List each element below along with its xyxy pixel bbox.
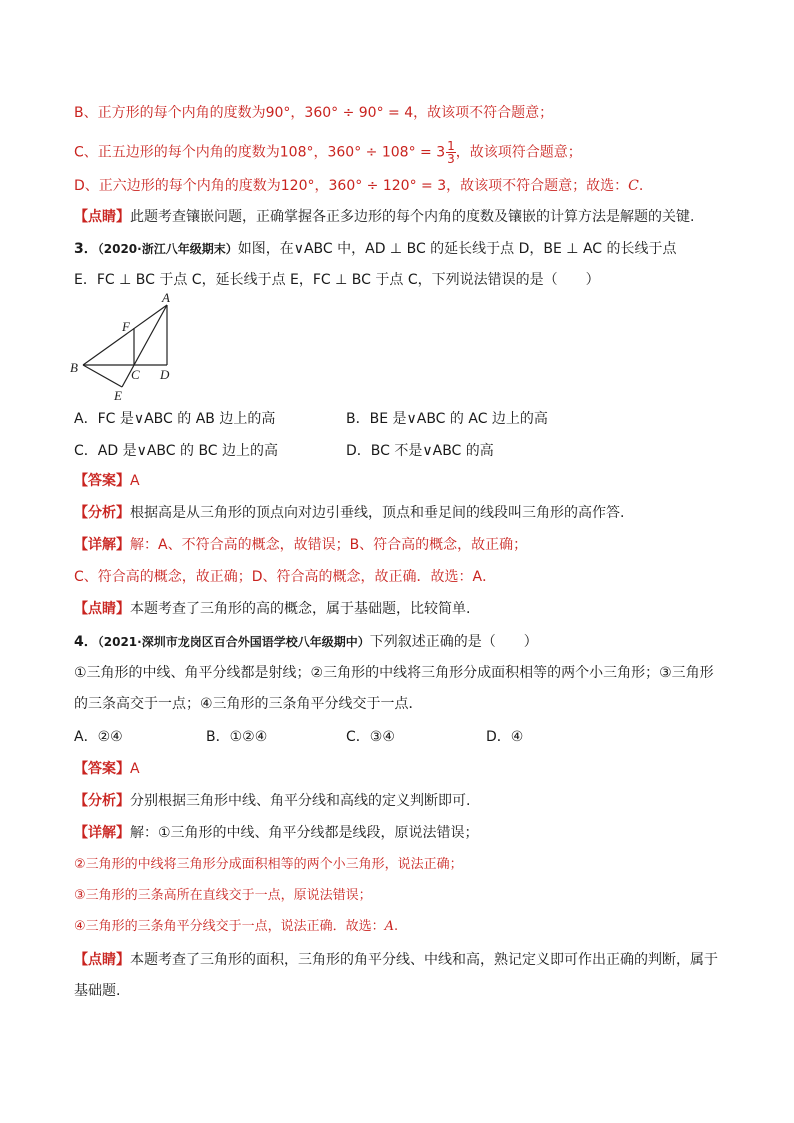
question-number: 4． (74, 634, 98, 650)
comment-tag: 【点睛】 (74, 952, 130, 968)
q4-comment-line2: 基础题. (74, 983, 121, 999)
q3-stem-text-2: E．FC ⊥ BC 于点 C，延长线于点 E，FC ⊥ BC 于点 C，下列说法错误的是（ ） (74, 272, 600, 288)
detail-text: ④三角形的三条角平分线交于一点，说法正确．故选： (74, 919, 385, 934)
label-d: D (160, 367, 170, 382)
question-source: （2020·浙江八年级期末） (97, 242, 238, 256)
q2-option-c-text: C、正五边形的每个内角的度数为108°，360° ÷ 108° = 3 (74, 144, 446, 161)
comment-text: 此题考查镶嵌问题，正确掌握各正多边形的每个内角的度数及镶嵌的计算方法是解题的关键. (130, 209, 695, 225)
detail-tail: . (394, 919, 399, 934)
q3-stem-line1 (74, 239, 677, 259)
q4-detail-line2: ②三角形的中线将三角形分成面积相等的两个小三角形，说法正确； (74, 857, 463, 872)
fraction (446, 140, 456, 165)
question-number: 3． (74, 241, 98, 257)
q3-answer (74, 471, 140, 491)
q2-option-c-tail: ，故该项符合题意； (455, 144, 582, 161)
q4-comment-line1 (74, 950, 718, 970)
detail-text: 解：①三角形的中线、角平分线都是线段，原说法错误； (130, 825, 479, 841)
q4-answer (74, 759, 140, 779)
comment-text: 本题考查了三角形的面积，三角形的角平分线、中线和高，熟记定义即可作出正确的判断，属于 (130, 952, 718, 968)
q2-option-d-tail: . (638, 178, 644, 194)
q4-detail-line4 (74, 917, 398, 937)
answer-tag: 【答案】 (74, 473, 130, 489)
q3-stem-line2 (74, 270, 600, 290)
comment-tag: 【点睛】 (74, 209, 130, 225)
detail-answer-letter: A (384, 919, 395, 934)
answer-text: A (130, 473, 140, 489)
answer-text: A (130, 761, 140, 777)
q2-answer-letter: C (628, 178, 639, 194)
q3-option-c: C．AD 是∨ABC 的 BC 边上的高 (74, 443, 279, 459)
q2-option-d (74, 176, 643, 196)
q4-statement-line2: 的三条高交于一点；④三角形的三条角平分线交于一点． (74, 696, 423, 712)
question-source: （2021·深圳市龙岗区百合外国语学校八年级期中） (97, 635, 370, 649)
detail-tag: 【详解】 (74, 537, 130, 553)
fraction-denominator: 3 (447, 152, 455, 166)
q2-option-b (74, 103, 553, 123)
label-c: C (131, 367, 140, 382)
q3-comment (74, 599, 470, 619)
q2-option-d-text: D、正六边形的每个内角的度数为120°，360° ÷ 120° = 3，故该项不符合题意；故选： (74, 178, 629, 194)
label-b: B (70, 360, 78, 375)
q2-option-c (74, 140, 582, 165)
q4-detail-line3: ③三角形的三条高所在直线交于一点，原说法错误； (74, 888, 372, 903)
q3-detail-line2: C、符合高的概念，故正确；D、符合高的概念，故正确．故选：A． (74, 569, 497, 585)
label-a: A (162, 290, 170, 305)
segment-be (83, 365, 122, 387)
q4-option-b: B．①②④ (206, 729, 268, 745)
q3-detail-line1 (74, 535, 527, 555)
analysis-tag: 【分析】 (74, 793, 130, 809)
q4-option-d: D．④ (486, 729, 524, 745)
triangle-figure (64, 290, 194, 402)
fraction-numerator: 1 (447, 139, 455, 153)
q2-option-b-text: B、正方形的每个内角的度数为90°，360° ÷ 90° = 4，故该项不符合题意； (74, 105, 554, 121)
q3-option-b: B．BE 是∨ABC 的 AC 边上的高 (346, 411, 548, 427)
q4-stem-text: 下列叙述正确的是（ ） (369, 634, 538, 650)
q2-comment (74, 207, 694, 227)
q3-stem-text: 如图，在∨ABC 中，AD ⊥ BC 的延长线于点 D，BE ⊥ AC 的长线于点 (237, 241, 677, 257)
answer-tag: 【答案】 (74, 761, 130, 777)
label-e: E (114, 388, 122, 402)
analysis-text: 根据高是从三角形的顶点向对边引垂线，顶点和垂足间的线段叫三角形的高作答. (130, 505, 625, 521)
detail-text: 解：A、不符合高的概念，故错误；B、符合高的概念，故正确； (130, 537, 528, 553)
analysis-text: 分别根据三角形中线、角平分线和高线的定义判断即可. (130, 793, 471, 809)
segment-ba (83, 305, 167, 365)
q4-stem (74, 632, 538, 652)
q4-option-c: C．③④ (346, 729, 395, 745)
comment-text: 本题考查了三角形的高的概念，属于基础题，比较简单. (130, 601, 471, 617)
q4-statement-line1: ①三角形的中线、角平分线都是射线；②三角形的中线将三角形分成面积相等的两个小三角形；③三角形 (74, 665, 714, 681)
q3-option-d: D．BC 不是∨ABC 的高 (346, 443, 494, 459)
q4-detail-line1 (74, 823, 479, 843)
analysis-tag: 【分析】 (74, 505, 130, 521)
q4-option-a: A．②④ (74, 729, 123, 745)
detail-tag: 【详解】 (74, 825, 130, 841)
label-f: F (122, 319, 130, 334)
q4-analysis (74, 791, 470, 811)
comment-tag: 【点睛】 (74, 601, 130, 617)
q3-analysis (74, 503, 624, 523)
q3-option-a: A．FC 是∨ABC 的 AB 边上的高 (74, 411, 276, 427)
